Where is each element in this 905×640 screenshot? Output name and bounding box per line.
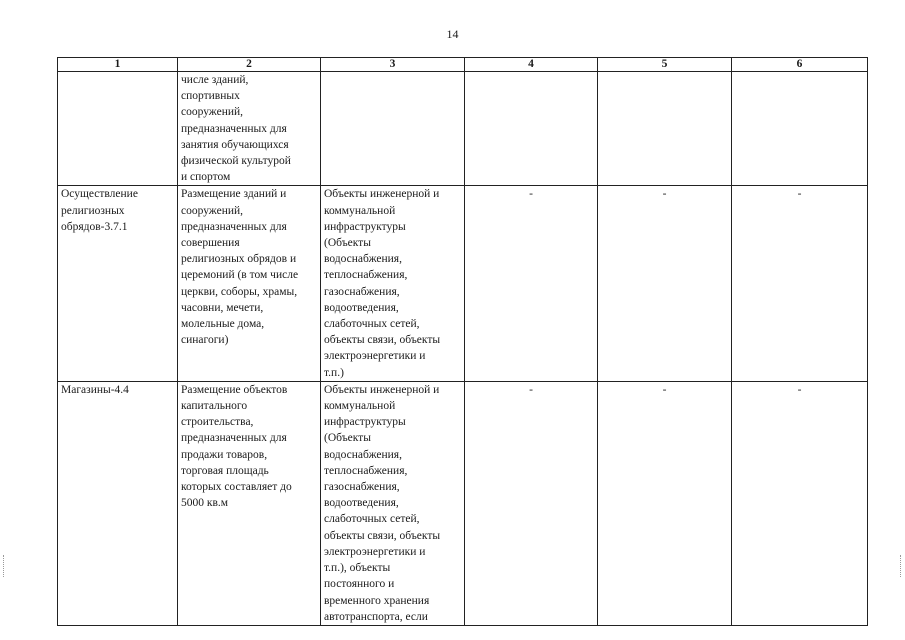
param-cell-5: - — [598, 381, 732, 625]
column-header-2: 2 — [178, 58, 321, 72]
param-cell-5: - — [598, 186, 732, 381]
auxiliary-use-cell — [321, 72, 465, 186]
column-header-3: 3 — [321, 58, 465, 72]
param-cell-5 — [598, 72, 732, 186]
param-cell-6: - — [732, 381, 868, 625]
column-header-5: 5 — [598, 58, 732, 72]
auxiliary-use-cell: Объекты инженерной и коммунальной инфраструктуры (Объекты водоснабжения, теплоснабжения, газоснабжения, водоотведения, слаботочных сетей, объекты связи, объекты электроэнергетики и т.п.) — [321, 186, 465, 381]
left-margin-mark — [3, 555, 5, 577]
param-cell-4 — [465, 72, 598, 186]
use-type-cell: Магазины-4.4 — [58, 381, 178, 625]
description-cell: Размещение зданий и сооружений, предназначенных для совершения религиозных обрядов и церемоний (в том числе церкви, соборы, храмы, часовни, мечети, молельные дома, синагоги) — [178, 186, 321, 381]
table-row — [58, 72, 868, 186]
param-cell-6: - — [732, 186, 868, 381]
param-cell-4: - — [465, 186, 598, 381]
table-row — [58, 186, 868, 381]
table-row — [58, 381, 868, 625]
column-header-6: 6 — [732, 58, 868, 72]
param-cell-4: - — [465, 381, 598, 625]
table-header-row — [58, 58, 868, 72]
page-number: 14 — [446, 27, 459, 41]
description-cell: числе зданий, спортивных сооружений, предназначенных для занятия обучающихся физической культурой и спортом — [178, 72, 321, 186]
right-margin-mark — [900, 555, 902, 577]
param-cell-6 — [732, 72, 868, 186]
column-header-4: 4 — [465, 58, 598, 72]
column-header-1: 1 — [58, 58, 178, 72]
use-type-cell — [58, 72, 178, 186]
description-cell: Размещение объектов капитального строительства, предназначенных для продажи товаров, торговая площадь которых составляет до 5000 кв.м — [178, 381, 321, 625]
auxiliary-use-cell: Объекты инженерной и коммунальной инфраструктуры (Объекты водоснабжения, теплоснабжения, газоснабжения, водоотведения, слаботочных сетей, объекты связи, объекты электроэнергетики и т.п.), объекты постоянного и временного хранения автотранспорта, если — [321, 381, 465, 625]
regulations-table — [57, 57, 868, 626]
use-type-cell: Осуществление религиозных обрядов-3.7.1 — [58, 186, 178, 381]
